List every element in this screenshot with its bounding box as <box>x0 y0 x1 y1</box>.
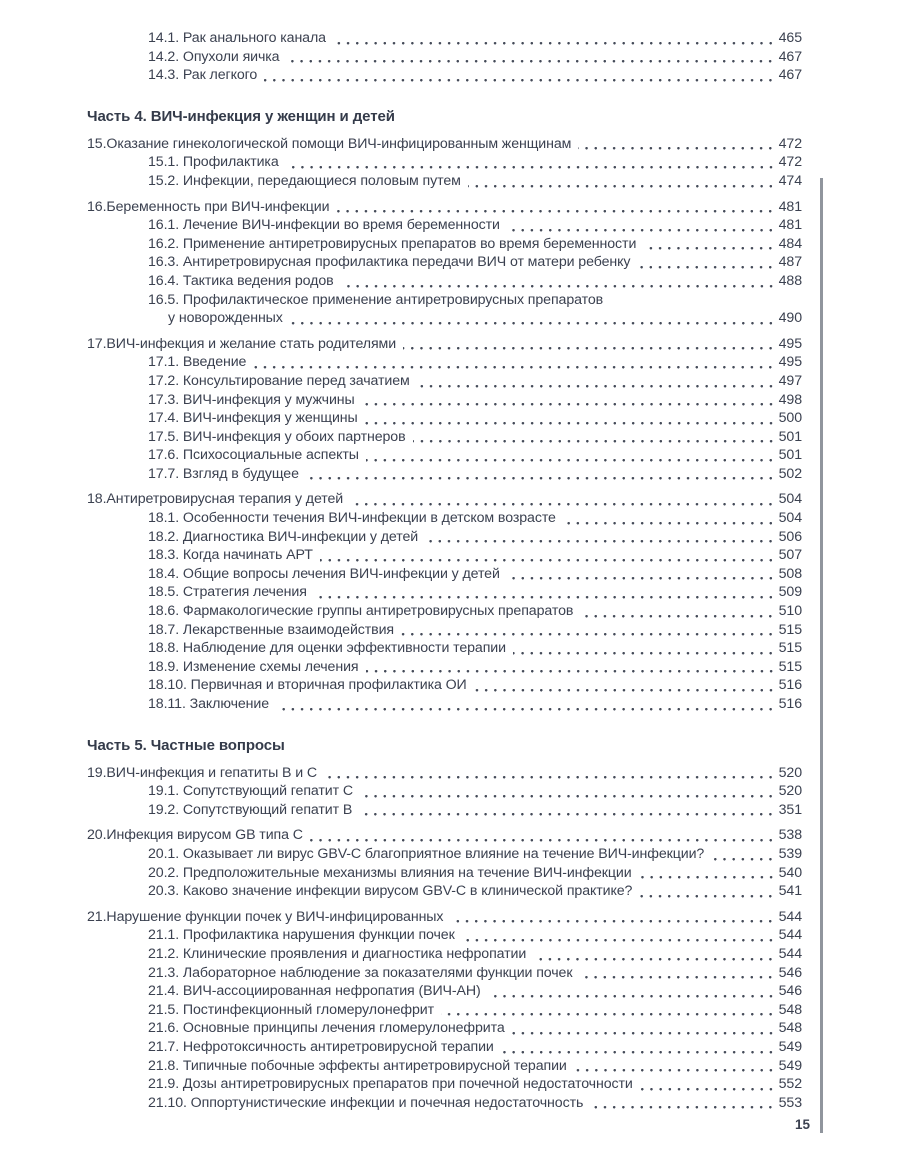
toc-row <box>87 926 802 945</box>
toc-entry-title: 21.5. Постинфекционный гломерулонефрит <box>148 1001 434 1018</box>
toc-entry-title: 14.1. Рак анального канала <box>148 30 326 46</box>
dot-leader <box>513 651 778 656</box>
dot-leader <box>639 875 778 880</box>
toc-entry-page: 541 <box>778 883 802 900</box>
toc-entry-title: 17.5. ВИЧ-инфекция у обоих партнеров <box>148 428 406 445</box>
toc-entry-page: 467 <box>778 67 802 84</box>
toc-row <box>87 335 802 354</box>
dot-leader <box>468 184 778 189</box>
dot-leader <box>286 165 778 170</box>
toc-entry-page: 546 <box>778 964 802 981</box>
toc-entry-page: 481 <box>778 198 802 215</box>
toc-row <box>87 945 802 964</box>
toc-row <box>87 583 802 602</box>
toc-row <box>87 864 802 883</box>
dot-leader <box>286 59 777 64</box>
dot-leader <box>563 521 778 526</box>
toc-entry-title: 21.1. Профилактика нарушения функции почек <box>148 927 455 944</box>
toc-row <box>87 135 802 154</box>
toc-row <box>87 908 802 927</box>
toc-entry-title: 14.3. Рак легкого <box>148 67 258 84</box>
toc-entry-page: 515 <box>778 658 802 675</box>
dot-leader <box>501 1050 778 1055</box>
toc-row <box>87 428 802 447</box>
dot-leader <box>639 894 777 899</box>
dot-leader <box>366 458 778 463</box>
dot-leader <box>507 576 778 581</box>
toc-entry-page: 502 <box>778 465 802 482</box>
dot-leader <box>365 421 778 426</box>
toc-entry-page: 552 <box>778 1076 802 1093</box>
toc-entry-page: 509 <box>778 584 802 601</box>
toc-entry-title: 14.2. Опухоли яичка <box>148 48 280 65</box>
toc-entry-page: 546 <box>778 983 802 1000</box>
dot-leader <box>290 321 778 326</box>
toc-entry-title: 18.9. Изменение схемы лечения <box>148 658 359 675</box>
toc-row <box>87 1019 802 1038</box>
toc-entry-title: 21.9. Дозы антиретровирусных препаратов при почечной недостаточности <box>148 1076 633 1093</box>
toc-row <box>87 1057 802 1076</box>
dot-leader <box>401 632 778 637</box>
toc-entry-page: 498 <box>778 391 802 408</box>
toc-entry-page: 515 <box>778 621 802 638</box>
page-edge-line <box>820 178 823 1133</box>
toc-entry-title: 21.3. Лабораторное наблюдение за показателями функции почек <box>148 964 573 981</box>
toc-row <box>87 409 802 428</box>
toc-row <box>87 48 802 67</box>
toc-entry-title: 17.ВИЧ-инфекция и желание стать родителями <box>87 335 397 352</box>
toc-entry-page: 540 <box>778 864 802 881</box>
toc-entry-title: 17.3. ВИЧ-инфекция у мужчины <box>148 391 355 408</box>
toc-entry-title: 18.11. Заключение <box>148 696 269 712</box>
toc-entry-page: 506 <box>778 528 802 545</box>
toc-entry-title: 15.Оказание гинекологической помощи ВИЧ-инфицированным женщинам <box>87 135 572 152</box>
toc-entry-title: 18.4. Общие вопросы лечения ВИЧ-инфекции у детей <box>148 565 500 582</box>
toc-row <box>87 391 802 410</box>
toc-entry-page: 510 <box>778 603 802 620</box>
dot-leader <box>341 284 778 289</box>
toc-entry-title: 16.4. Тактика ведения родов <box>148 272 334 289</box>
toc-row <box>87 272 802 291</box>
toc-entry-page: 490 <box>778 310 802 327</box>
toc-row <box>87 658 802 677</box>
dot-leader <box>637 265 777 270</box>
dot-leader <box>350 502 777 507</box>
toc-entry-title: 21.6. Основные принципы лечения гломерулонефрита <box>148 1020 505 1037</box>
toc-entry-title: 21.8. Типичные побочные эффекты антиретровирусной терапии <box>148 1057 567 1074</box>
dot-leader <box>403 346 778 351</box>
toc-entry-title: 16.1. Лечение ВИЧ-инфекции во время беременности <box>148 217 500 234</box>
dot-leader <box>488 994 778 999</box>
toc-row <box>87 1038 802 1057</box>
dot-leader <box>324 775 778 780</box>
toc-entry-title: 19.1. Сопутствующий гепатит C <box>148 783 353 800</box>
toc-row <box>87 29 802 48</box>
toc-entry-page: 488 <box>778 272 802 289</box>
toc-entry-page: 548 <box>778 1001 802 1018</box>
toc-entry-title: 18.1. Особенности течения ВИЧ-инфекции в детском возрасте <box>148 510 556 527</box>
dot-leader <box>417 384 778 389</box>
toc-entry-title: 21.4. ВИЧ-ассоциированная нефропатия (ВИЧ-АН) <box>148 983 481 1000</box>
toc-entry-title: 17.2. Консультирование перед зачатием <box>148 372 410 389</box>
dot-leader <box>264 78 777 83</box>
dot-leader <box>362 402 778 407</box>
toc-entry-title: 19.2. Сопутствующий гепатит B <box>148 801 353 818</box>
toc-entry-title: 21.7. Нефротоксичность антиретровирусной терапии <box>148 1038 494 1055</box>
toc-entry-page: 465 <box>778 30 802 46</box>
toc-row <box>87 845 802 864</box>
toc-row <box>87 801 802 820</box>
dot-leader <box>336 209 777 214</box>
toc-entry-page: 539 <box>778 845 802 862</box>
toc-entry-page: 516 <box>778 696 802 712</box>
dot-leader <box>474 688 778 693</box>
toc-entry-page: 472 <box>778 135 802 152</box>
toc-row <box>87 982 802 1001</box>
dot-leader <box>580 614 777 619</box>
dot-leader <box>425 539 778 544</box>
toc-entry-title: 16.2. Применение антиретровирусных препаратов во время беременности <box>148 235 637 252</box>
toc-row <box>87 676 802 695</box>
dot-leader <box>366 669 778 674</box>
dot-leader <box>711 857 777 862</box>
toc-entry-title: 18.8. Наблюдение для оценки эффективности терапии <box>148 640 506 657</box>
toc-row <box>87 291 802 310</box>
toc-row <box>87 1001 802 1020</box>
toc-entry-title: 17.7. Взгляд в будущее <box>148 465 299 482</box>
toc-row <box>87 198 802 217</box>
toc-row <box>87 964 802 983</box>
toc-entry-page: 501 <box>778 447 802 464</box>
toc-entry-page: 549 <box>778 1057 802 1074</box>
toc-entry-title: 18.10. Первичная и вторичная профилактика ОИ <box>148 677 467 694</box>
toc-entry-page: 474 <box>778 172 802 189</box>
toc-entry-title: Часть 4. ВИЧ-инфекция у женщин и детей <box>87 107 395 125</box>
dot-leader <box>578 146 777 151</box>
footer-page-number: 15 <box>794 1117 810 1132</box>
toc-row <box>87 782 802 801</box>
toc-entry-title: 21.2. Клинические проявления и диагностика нефропатии <box>148 945 527 962</box>
toc-row <box>87 235 802 254</box>
toc-row <box>87 465 802 484</box>
toc-entry-title: 16.5. Профилактическое применение антиретровирусных препаратов <box>148 291 604 308</box>
dot-leader <box>462 938 778 943</box>
toc-part-header <box>87 736 802 756</box>
toc-entry-title: Часть 5. Частные вопросы <box>87 736 285 754</box>
toc-entry-title: 18.2. Диагностика ВИЧ-инфекции у детей <box>148 528 419 545</box>
toc-row <box>87 309 802 328</box>
toc-list <box>87 29 802 1112</box>
toc-entry-title: 17.1. Введение <box>148 354 247 371</box>
toc-row <box>87 882 802 901</box>
toc-row <box>87 172 802 191</box>
toc-row <box>87 826 802 845</box>
toc-entry-title: 20.1. Оказывает ли вирус GBV-C благоприятное влияние на течение ВИЧ-инфекции? <box>148 845 705 862</box>
toc-entry-page: 504 <box>778 491 802 508</box>
toc-entry-page: 504 <box>778 510 802 527</box>
toc-entry-title: 19.ВИЧ-инфекция и гепатиты B и C <box>87 764 318 781</box>
dot-leader <box>413 439 778 444</box>
dot-leader <box>253 365 777 370</box>
toc-row <box>87 565 802 584</box>
toc-entry-page: 495 <box>778 354 802 371</box>
toc-entry-page: 487 <box>778 254 802 271</box>
toc-entry-title: 20.Инфекция вирусом GB типа C <box>87 827 303 844</box>
toc-row <box>87 66 802 85</box>
toc-entry-page: 516 <box>778 677 802 694</box>
toc-entry-page: 553 <box>778 1094 802 1111</box>
toc-entry-page: 495 <box>778 335 802 352</box>
toc-entry-page: 520 <box>778 764 802 781</box>
dot-leader <box>359 812 777 817</box>
toc-entry-title: 18.7. Лекарственные взаимодействия <box>148 621 395 638</box>
toc-entry-title: 18.6. Фармакологические группы антиретровирусных препаратов <box>148 603 574 620</box>
dot-leader <box>320 558 778 563</box>
toc-row <box>87 1094 802 1113</box>
toc-entry-title: у новорожденных <box>168 310 283 327</box>
toc-entry-title: 17.4. ВИЧ-инфекция у женщины <box>148 410 358 427</box>
toc-row <box>87 546 802 565</box>
dot-leader <box>590 1105 777 1110</box>
dot-leader <box>640 1087 778 1092</box>
dot-leader <box>306 476 778 481</box>
toc-entry-page: 500 <box>778 410 802 427</box>
toc-entry-page: 481 <box>778 217 802 234</box>
dot-leader <box>579 975 777 980</box>
page-footer <box>87 1117 810 1132</box>
toc-row <box>87 216 802 235</box>
toc-entry-title: 20.2. Предположительные механизмы влияния на течение ВИЧ-инфекции <box>148 864 632 881</box>
toc-entry-page: 501 <box>778 428 802 445</box>
toc-entry-page: 484 <box>778 235 802 252</box>
toc-entry-title: 21.10. Оппортунистические инфекции и почечная недостаточность <box>148 1094 584 1111</box>
toc-entry-title: 17.6. Психосоциальные аспекты <box>148 447 359 464</box>
toc-entry-page: 472 <box>778 154 802 171</box>
dot-leader <box>507 228 778 233</box>
toc-entry-page: 351 <box>778 801 802 818</box>
toc-entry-page: 467 <box>778 48 802 65</box>
toc-entry-page: 548 <box>778 1020 802 1037</box>
dot-leader <box>333 41 778 46</box>
toc-row <box>87 621 802 640</box>
toc-row <box>87 353 802 372</box>
toc-entry-title: 20.3. Каково значение инфекции вирусом GBV-C в клинической практике? <box>148 883 633 900</box>
toc-entry-title: 18.5. Стратегия лечения <box>148 584 307 601</box>
toc-entry-title: 18.Антиретровирусная терапия у детей <box>87 491 344 508</box>
toc-row <box>87 153 802 172</box>
toc-row <box>87 490 802 509</box>
toc-entry-page: 544 <box>778 927 802 944</box>
toc-row <box>87 764 802 783</box>
dot-leader <box>314 595 778 600</box>
dot-leader <box>533 957 777 962</box>
toc-row <box>87 253 802 272</box>
toc-row <box>87 602 802 621</box>
dot-leader <box>574 1068 778 1073</box>
toc-entry-page: 549 <box>778 1038 802 1055</box>
dot-leader <box>276 707 778 712</box>
toc-entry-page: 508 <box>778 565 802 582</box>
toc-entry-title: 15.1. Профилактика <box>148 154 279 171</box>
toc-entry-page: 544 <box>778 945 802 962</box>
dot-leader <box>360 794 778 799</box>
toc-row <box>87 446 802 465</box>
toc-row <box>87 528 802 547</box>
toc-entry-title: 21.Нарушение функции почек у ВИЧ-инфицированных <box>87 908 444 925</box>
toc-entry-title: 16.Беременность при ВИЧ-инфекции <box>87 198 330 215</box>
toc-entry-page: 520 <box>778 783 802 800</box>
toc-entry-title: 16.3. Антиретровирусная профилактика передачи ВИЧ от матери ребенку <box>148 254 631 271</box>
toc-entry-page: 507 <box>778 547 802 564</box>
dot-leader <box>643 246 777 251</box>
dot-leader <box>310 838 778 843</box>
toc-part-header <box>87 107 802 127</box>
toc-entry-title: 18.3. Когда начинать АРТ <box>148 547 313 564</box>
dot-leader <box>441 1012 778 1017</box>
toc-entry-page: 497 <box>778 372 802 389</box>
toc-entry-page: 538 <box>778 827 802 844</box>
toc-entry-title: 15.2. Инфекции, передающиеся половым путем <box>148 172 461 189</box>
toc-row <box>87 1075 802 1094</box>
dot-leader <box>512 1031 778 1036</box>
toc-row <box>87 695 802 714</box>
toc-row <box>87 372 802 391</box>
toc-row <box>87 509 802 528</box>
toc-row <box>87 639 802 658</box>
toc-entry-page: 544 <box>778 908 802 925</box>
toc-entry-page: 515 <box>778 640 802 657</box>
dot-leader <box>450 919 777 924</box>
